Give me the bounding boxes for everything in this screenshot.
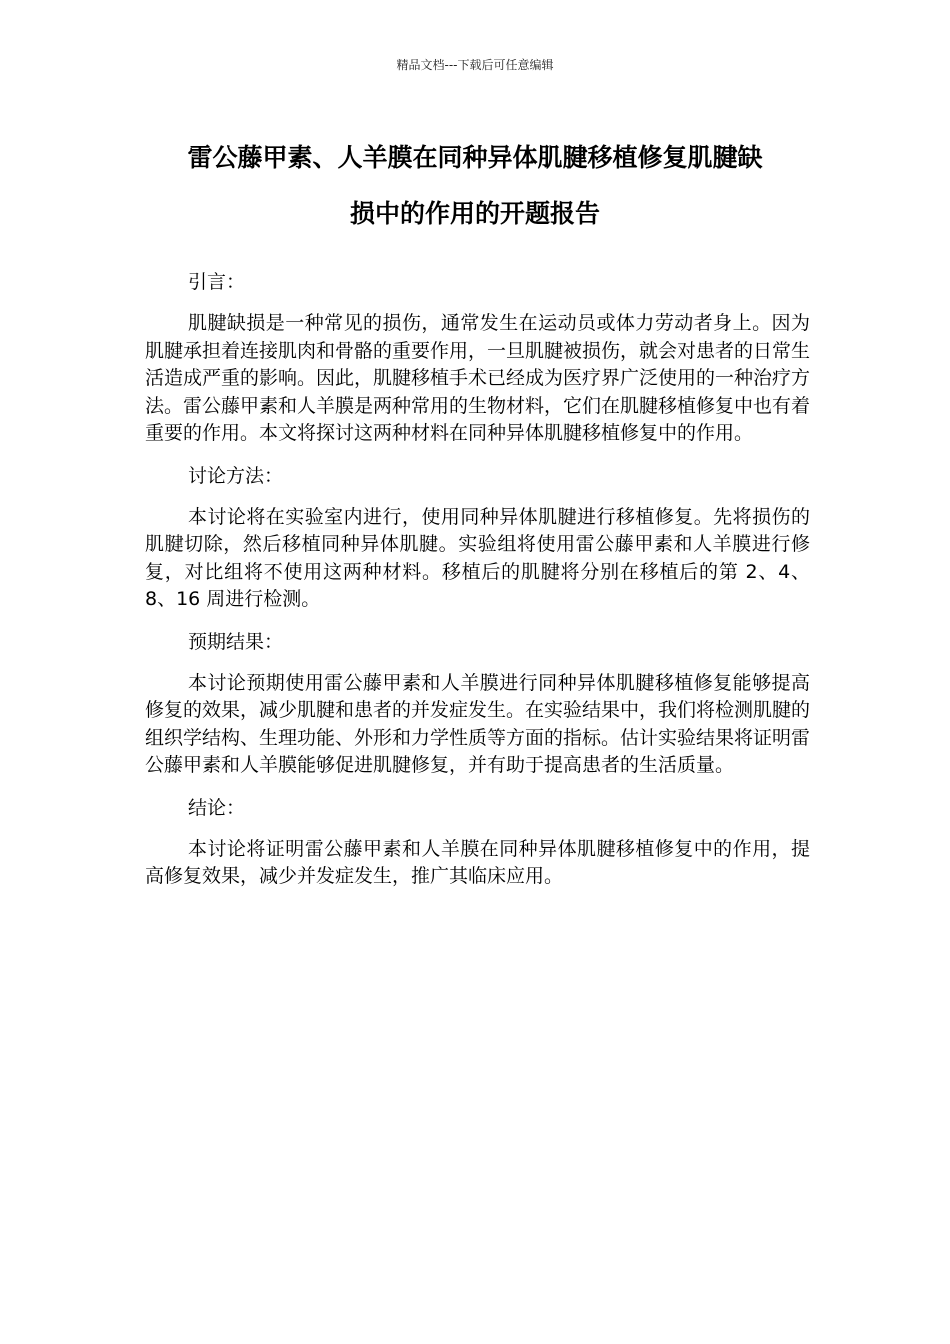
section-paragraph: 本讨论将在实验室内进行，使用同种异体肌腱进行移植修复。先将损伤的肌腱切除，然后移植同种异体肌腱。实验组将使用雷公藤甲素和人羊膜进行修复，对比组将不使用这两种材料。移植后的肌腱将分别在移植后的第 2、4、8、16 周进行检测。 — [145, 505, 810, 610]
section-heading: 结论： — [188, 796, 246, 819]
document-title — [130, 130, 820, 242]
title-line-2: 损中的作用的开题报告 — [349, 199, 600, 228]
section-heading: 讨论方法： — [188, 464, 284, 487]
section-methods — [145, 462, 810, 614]
section-heading: 预期结果： — [188, 630, 284, 653]
title-line-1: 雷公藤甲素、人羊膜在同种异体肌腱移植修复肌腱缺 — [187, 143, 763, 172]
section-paragraph: 肌腱缺损是一种常见的损伤，通常发生在运动员或体力劳动者身上。因为肌腱承担着连接肌肉和骨骼的重要作用，一旦肌腱被损伤，就会对患者的日常生活造成严重的影响。因此，肌腱移植手术已经成为医疗界广泛使用的一种治疗方法。雷公藤甲素和人羊膜是两种常用的生物材料，它们在肌腱移植修复中也有着重要的作用。本文将探讨这两种材料在同种异体肌腱移植修复中的作用。 — [145, 312, 811, 444]
header-watermark: 精品文档---下载后可任意编辑 — [396, 58, 554, 72]
document-body — [145, 268, 810, 905]
section-paragraph: 本讨论预期使用雷公藤甲素和人羊膜进行同种异体肌腱移植修复能够提高修复的效果，减少肌腱和患者的并发症发生。在实验结果中，我们将检测肌腱的组织学结构、生理功能、外形和力学性质等方面的指标。估计实验结果将证明雷公藤甲素和人羊膜能够促进肌腱修复，并有助于提高患者的生活质量。 — [145, 671, 811, 776]
section-expected-results — [145, 628, 810, 780]
section-paragraph: 本讨论将证明雷公藤甲素和人羊膜在同种异体肌腱移植修复中的作用，提高修复效果，减少并发症发生，推广其临床应用。 — [145, 837, 810, 887]
section-conclusion — [145, 794, 810, 891]
section-heading: 引言： — [188, 271, 246, 293]
section-introduction — [145, 268, 810, 448]
